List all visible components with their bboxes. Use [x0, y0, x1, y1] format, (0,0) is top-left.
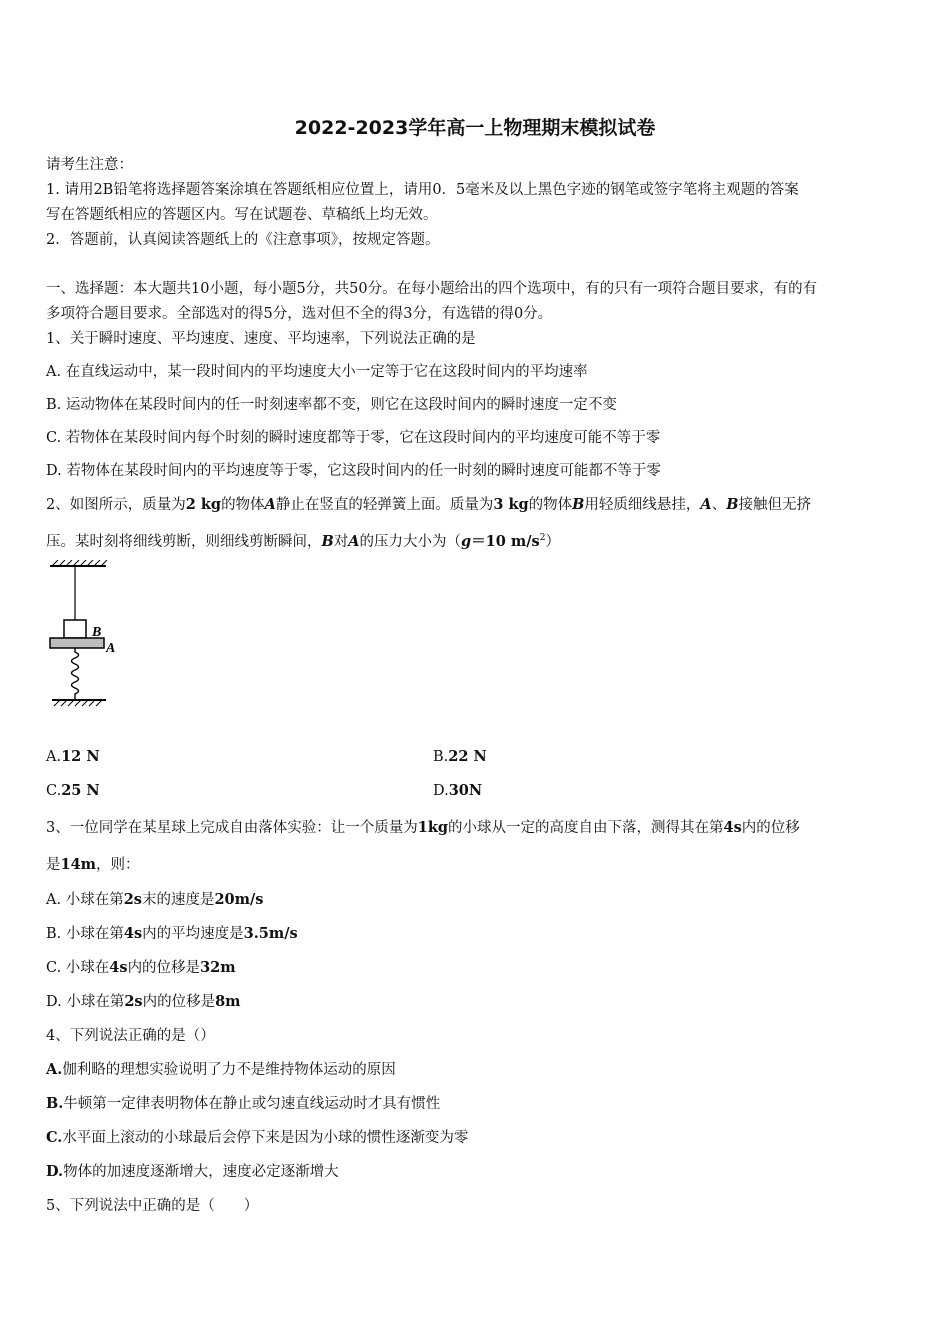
section-instructions-cont: 多项符合题目要求。全部选对的得5分，选对但不全的得3分，有选错的得0分。	[46, 306, 553, 322]
q2-option-c: C.25 N	[46, 782, 100, 799]
q3-stem-line2: 是14m，则：	[46, 856, 140, 873]
q2-stem-line1: 2、如图所示，质量为2 kg的物体A静止在竖直的轻弹簧上面。质量为3 kg的物体B用轻质细线悬挂，A、B接触但无挤	[46, 496, 811, 513]
q3-option-b: B. 小球在第4s内的平均速度是3.5m/s	[46, 925, 298, 942]
q1-option-d: D. 若物体在某段时间内的平均速度等于零，它这段时间内的任一时刻的瞬时速度可能都不等于零	[46, 463, 661, 479]
q4-option-d: D.物体的加速度逐渐增大，速度必定逐渐增大	[46, 1163, 339, 1180]
section-instructions: 一、选择题：本大题共10小题，每小题5分，共50分。在每小题给出的四个选项中，有的只有一项符合题目要求，有的有	[46, 281, 818, 297]
q3-stem-line1: 3、一位同学在某星球上完成自由落体实验：让一个质量为1kg的小球从一定的高度自由下落，测得其在第4s内的位移	[46, 819, 800, 836]
q4-option-a: A.伽利略的理想实验说明了力不是维持物体运动的原因	[46, 1061, 396, 1078]
q4-option-b: B.牛顿第一定律表明物体在静止或匀速直线运动时才具有惯性	[46, 1095, 441, 1112]
notice-item-1-cont: 写在答题纸相应的答题区内。写在试题卷、草稿纸上均无效。	[46, 207, 438, 223]
q1-stem: 1、关于瞬时速度、平均速度、速度、平均速率，下列说法正确的是	[46, 331, 476, 347]
q3-option-c: C. 小球在4s内的位移是32m	[46, 959, 236, 976]
q2-stem-line2: 压。某时刻将细线剪断，则细线剪断瞬间，B对A的压力大小为（g＝10 $m/s^2$）	[46, 533, 560, 550]
notice-item-2: 2．答题前，认真阅读答题纸上的《注意事项》，按规定答题。	[46, 232, 440, 248]
notice-item-1: 1. 请用2B铅笔将选择题答案涂填在答题纸相应位置上，请用0．5毫米及以上黑色字迹的钢笔或签字笔将主观题的答案	[46, 182, 799, 198]
q1-option-a: A. 在直线运动中，某一段时间内的平均速度大小一定等于它在这段时间内的平均速率	[46, 364, 588, 380]
block-b	[64, 620, 86, 638]
q2-option-b: B.22 N	[433, 748, 487, 765]
notice-heading: 请考生注意：	[46, 157, 133, 173]
q3-option-d: D. 小球在第2s内的位移是8m	[46, 993, 241, 1010]
q4-option-c: C.水平面上滚动的小球最后会停下来是因为小球的惯性逐渐变为零	[46, 1129, 469, 1146]
q4-stem: 4、下列说法正确的是（）	[46, 1028, 215, 1044]
page-title: 2022-2023学年高一上物理期末模拟试卷	[294, 117, 656, 139]
label-a: A	[106, 641, 116, 656]
spring	[72, 648, 79, 700]
q3-option-a: A. 小球在第2s末的速度是20m/s	[46, 891, 264, 908]
q1-option-c: C. 若物体在某段时间内每个时刻的瞬时速度都等于零，它在这段时间内的平均速度可能不等于零	[46, 430, 661, 446]
q1-option-b: B. 运动物体在某段时间内的任一时刻速率都不变，则它在这段时间内的瞬时速度一定不变	[46, 397, 617, 413]
q5-stem: 5、下列说法中正确的是（ ）	[46, 1198, 259, 1214]
label-b: B	[92, 625, 102, 640]
q2-option-d: D.30N	[433, 782, 483, 799]
q2-option-a: A.12 N	[46, 748, 100, 765]
spring-block-figure	[44, 560, 134, 710]
